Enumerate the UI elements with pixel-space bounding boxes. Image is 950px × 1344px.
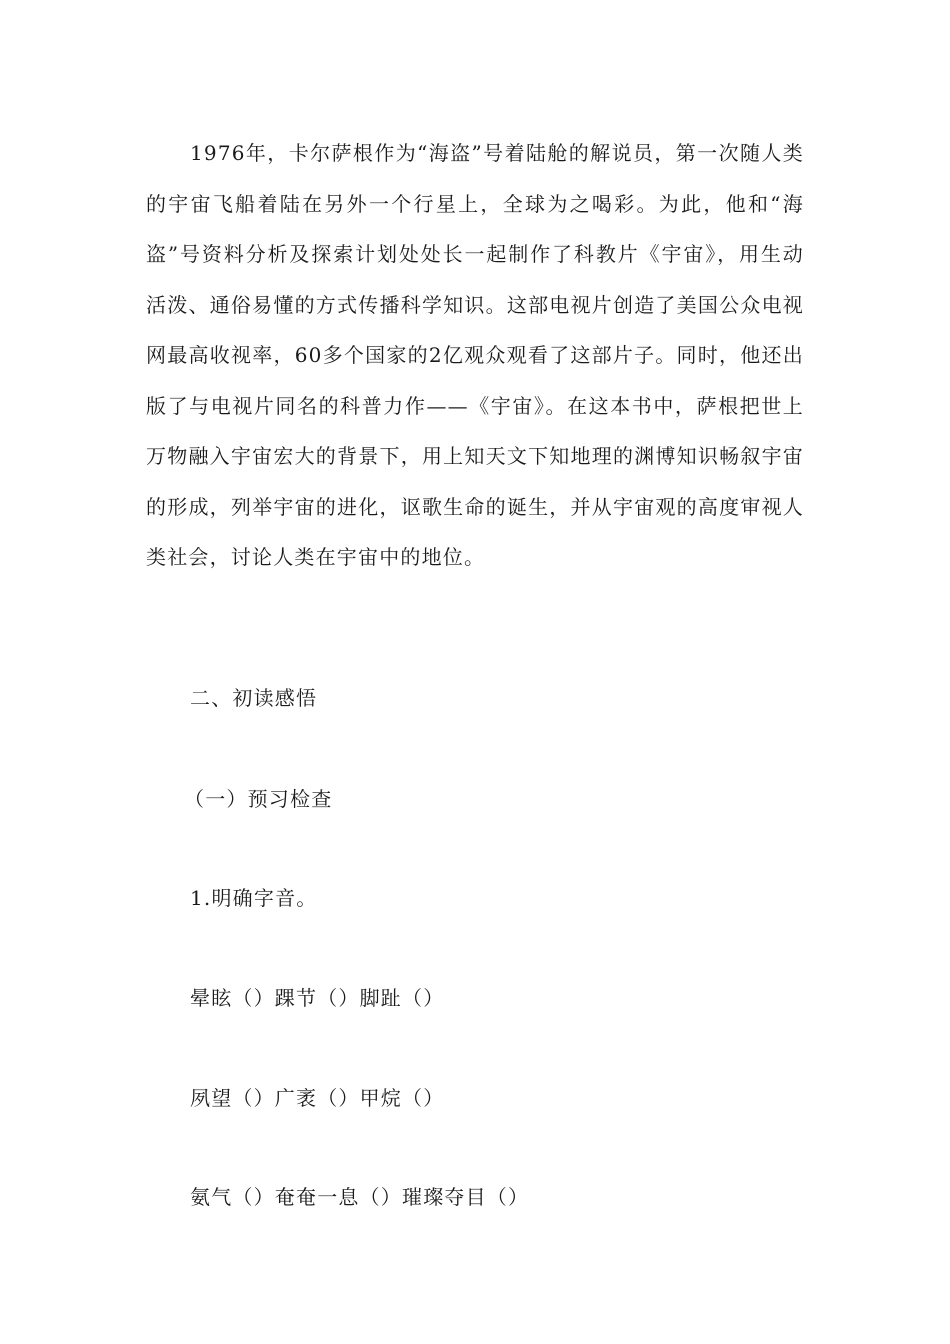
task-heading: 1.明确字音。 (190, 886, 318, 910)
pinyin-row: 夙望（）广袤（）甲烷（） (190, 1086, 445, 1110)
intro-paragraph: 1976年，卡尔萨根作为“海盗”号着陆舱的解说员，第一次随人类的宇宙飞船着陆在另外一个行星上，全球为之喝彩。为此，他和“海盗”号资料分析及探索计划处处长一起制作了科教片《宇宙》，用生动活泼、通俗易懂的方式传播科学知识。这部电视片创造了美国公众电视网最高收视率，60多个国家的2亿观众观看了这部片子。同时，他还出版了与电视片同名的科普力作——《宇宙》。在这本书中，萨根把世上万物融入宇宙宏大的背景下，用上知天文下知地理的渊博知识畅叙宇宙的形成，列举宇宙的进化，讴歌生命的诞生，并从宇宙观的高度审视人类社会，讨论人类在宇宙中的地位。 (146, 141, 804, 569)
subsection-heading: （一）预习检查 (184, 787, 333, 811)
pinyin-row: 晕眩（）踝节（）脚趾（） (190, 986, 445, 1010)
pinyin-row: 氨气（）奄奄一息（）璀璨夺目（） (190, 1185, 530, 1209)
section-heading: 二、初读感悟 (190, 686, 318, 710)
